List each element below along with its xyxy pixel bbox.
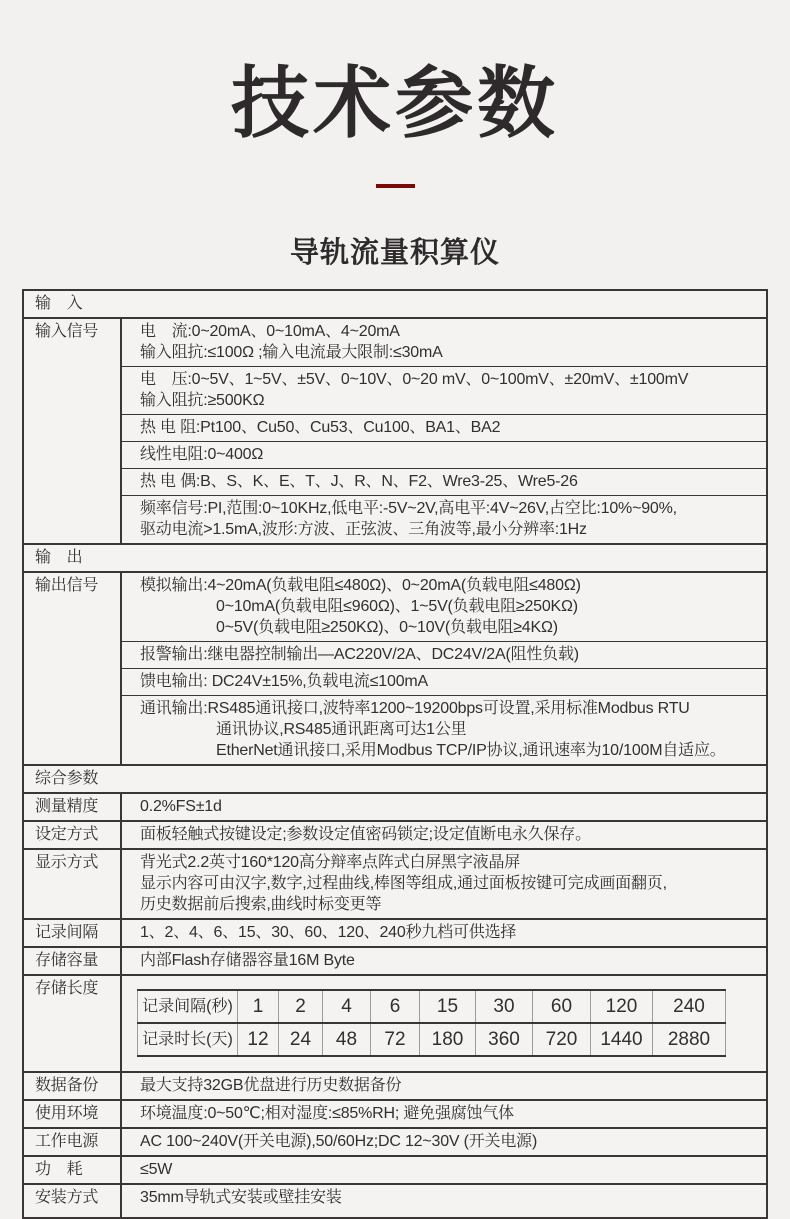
- table-row: [23, 919, 767, 947]
- table-row: [23, 821, 767, 849]
- section-row-general: [23, 765, 767, 793]
- value-cell-feed-output: 馈电输出: DC24V±15%,负载电流≤100mA: [121, 668, 767, 695]
- value-cell-storage-capacity: 内部Flash存储器容量16M Byte: [121, 947, 767, 975]
- table-row: [23, 495, 767, 544]
- page-title: 技术参数: [230, 59, 559, 147]
- storage-interval-header: 记录间隔(秒): [138, 990, 238, 1023]
- interval-value: 2: [279, 990, 323, 1023]
- table-row: [23, 572, 767, 642]
- value-cell-setting-method: 面板轻触式按键设定;参数设定值密码锁定;设定值断电永久保存。: [121, 821, 767, 849]
- interval-value: 6: [371, 990, 420, 1023]
- value-cell-accuracy: 0.2%FS±1d: [121, 793, 767, 821]
- interval-value: 4: [323, 990, 371, 1023]
- table-row: [23, 668, 767, 695]
- table-row: [23, 641, 767, 668]
- table-row: [23, 947, 767, 975]
- table-row: [23, 1156, 767, 1184]
- label-cell-setting-method: 设定方式: [23, 821, 121, 849]
- value-cell-power-consumption: ≤5W: [121, 1156, 767, 1184]
- label-cell-accuracy: 测量精度: [23, 793, 121, 821]
- label-cell-data-backup: 数据备份: [23, 1072, 121, 1100]
- value-cell-current: 电 流:0~20mA、0~10mA、4~20mA 输入阻抗:≤100Ω ;输入电流最大限制:≤30mA: [121, 318, 767, 367]
- section-row-input: [23, 290, 767, 318]
- duration-value: 24: [279, 1023, 323, 1056]
- interval-value: 30: [476, 990, 533, 1023]
- value-cell-environment: 环境温度:0~50℃;相对湿度:≤85%RH; 避免强腐蚀气体: [121, 1100, 767, 1128]
- interval-value: 1: [238, 990, 279, 1023]
- storage-duration-row: [138, 1023, 726, 1056]
- table-row: [23, 1072, 767, 1100]
- section-label-general: 综合参数: [23, 765, 767, 793]
- value-cell-thermocouple: 热 电 偶:B、S、K、E、T、J、R、N、F2、Wre3-25、Wre5-26: [121, 468, 767, 495]
- duration-value: 48: [323, 1023, 371, 1056]
- interval-value: 120: [591, 990, 653, 1023]
- duration-value: 12: [238, 1023, 279, 1056]
- table-row: [23, 318, 767, 367]
- table-row: [23, 695, 767, 765]
- value-cell-display-method: 背光式2.2英寸160*120高分辩率点阵式白屏黑字液晶屏 显示内容可由汉字,数字,过程曲线,棒图等组成,通过面板按键可完成画面翻页, 历史数据前后搜索,曲线时标变更等: [121, 849, 767, 919]
- duration-value: 72: [371, 1023, 420, 1056]
- table-row: [23, 1184, 767, 1218]
- value-cell-alarm-output: 报警输出:继电器控制输出—AC220V/2A、DC24V/2A(阻性负载): [121, 641, 767, 668]
- label-cell-power-supply: 工作电源: [23, 1128, 121, 1156]
- duration-value: 2880: [653, 1023, 726, 1056]
- section-row-output: [23, 544, 767, 572]
- section-label-output: 输 出: [23, 544, 767, 572]
- table-row: [23, 849, 767, 919]
- interval-value: 60: [533, 990, 591, 1023]
- value-cell-analog-output: 模拟输出:4~20mA(负载电阻≤480Ω)、0~20mA(负载电阻≤480Ω) 0~10mA(负载电阻≤960Ω)、1~5V(负载电阻≥250KΩ) 0~5V(负载电阻≥250KΩ)、0~10V(负载电阻≥4KΩ): [121, 572, 767, 642]
- table-row: [23, 441, 767, 468]
- table-row: [23, 366, 767, 414]
- label-cell-environment: 使用环境: [23, 1100, 121, 1128]
- duration-value: 720: [533, 1023, 591, 1056]
- value-cell-installation: 35mm导轨式安装或壁挂安装: [121, 1184, 767, 1218]
- label-cell-output-signal: 输出信号: [23, 572, 121, 765]
- table-row: [23, 793, 767, 821]
- value-cell-data-backup: 最大支持32GB优盘进行历史数据备份: [121, 1072, 767, 1100]
- duration-value: 1440: [591, 1023, 653, 1056]
- value-cell-frequency: 频率信号:PI,范围:0~10KHz,低电平:-5V~2V,高电平:4V~26V,占空比:10%~90%, 驱动电流>1.5mA,波形:方波、正弦波、三角波等,最小分辨率:1Hz: [121, 495, 767, 544]
- interval-value: 240: [653, 990, 726, 1023]
- storage-length-table: [137, 989, 726, 1057]
- value-cell-record-interval: 1、2、4、6、15、30、60、120、240秒九档可供选择: [121, 919, 767, 947]
- label-cell-power-consumption: 功 耗: [23, 1156, 121, 1184]
- product-subtitle: 导轨流量积算仪: [289, 236, 500, 269]
- value-cell-storage-length: [121, 975, 767, 1072]
- label-cell-display-method: 显示方式: [23, 849, 121, 919]
- label-cell-installation: 安装方式: [23, 1184, 121, 1218]
- value-cell-comm-output: 通讯输出:RS485通讯接口,波特率1200~19200bps可设置,采用标准Modbus RTU 通讯协议,RS485通讯距离可达1公里 EtherNet通讯接口,采用Modbus TCP/IP协议,通讯速率为10/100M自适应。: [121, 695, 767, 765]
- label-cell-storage-capacity: 存储容量: [23, 947, 121, 975]
- label-cell-record-interval: 记录间隔: [23, 919, 121, 947]
- storage-interval-row: [138, 990, 726, 1023]
- value-cell-voltage: 电 压:0~5V、1~5V、±5V、0~10V、0~20 mV、0~100mV、±20mV、±100mV 输入阻抗:≥500KΩ: [121, 366, 767, 414]
- table-row: [23, 1100, 767, 1128]
- duration-value: 360: [476, 1023, 533, 1056]
- value-cell-rtd: 热 电 阻:Pt100、Cu50、Cu53、Cu100、BA1、BA2: [121, 414, 767, 441]
- table-row: [23, 1128, 767, 1156]
- table-row: [23, 414, 767, 441]
- interval-value: 15: [420, 990, 476, 1023]
- label-cell-storage-length: 存储长度: [23, 975, 121, 1072]
- duration-value: 180: [420, 1023, 476, 1056]
- table-row: [23, 975, 767, 1072]
- value-cell-power-supply: AC 100~240V(开关电源),50/60Hz;DC 12~30V (开关电源): [121, 1128, 767, 1156]
- table-row: [23, 468, 767, 495]
- label-cell-input-signal: 输入信号: [23, 318, 121, 544]
- value-cell-linear-resistance: 线性电阻:0~400Ω: [121, 441, 767, 468]
- storage-duration-header: 记录时长(天): [138, 1023, 238, 1056]
- spec-table: [22, 289, 768, 1219]
- section-label-input: 输 入: [23, 290, 767, 318]
